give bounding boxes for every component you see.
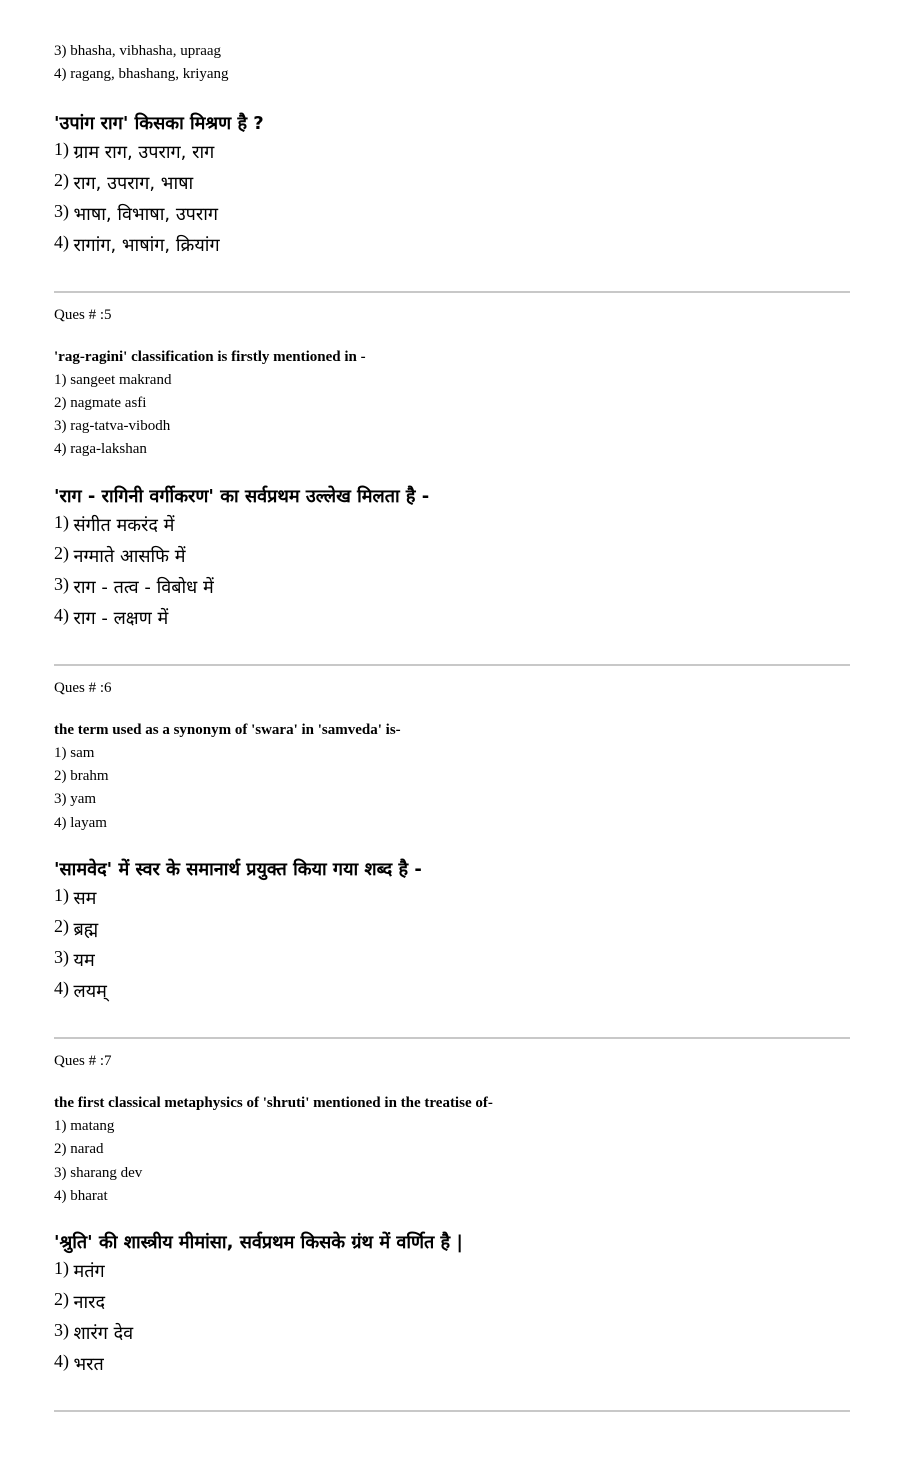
question-paper — [54, 40, 850, 1412]
option-text: लयम् — [73, 980, 107, 1002]
option-en: 4) raga-lakshan — [54, 441, 147, 458]
question-text-hindi: 'श्रुति' की शास्त्रीय मीमांसा, सर्वप्रथम किसके ग्रंथ में वर्णित है | — [54, 1232, 463, 1254]
option-text: ग्राम राग, उपराग, राग — [73, 141, 215, 163]
option-number: 3) — [54, 573, 69, 594]
option-text: शारंग देव — [73, 1323, 134, 1345]
question-block-5 — [54, 293, 850, 634]
question-text-hindi: 'राग - रागिनी वर्गीकरण' का सर्वप्रथम उल्लेख मिलता है - — [54, 485, 430, 507]
option-en: 1) matang — [54, 1117, 115, 1134]
option-hi — [54, 945, 850, 976]
question-number: Ques # :6 — [54, 679, 112, 696]
question-text-english: the term used as a synonym of 'swara' in 'samveda' is- — [54, 721, 401, 738]
option-hi — [54, 199, 850, 230]
option-en: 4) layam — [54, 814, 107, 831]
option-hi — [54, 1287, 850, 1318]
option-number: 1) — [54, 1258, 69, 1279]
option-number: 2) — [54, 915, 69, 936]
option-en: 4) ragang, bhashang, kriyang — [54, 66, 229, 83]
option-en: 3) yam — [54, 791, 97, 808]
question-text-hindi: 'उपांग राग' किसका मिश्रण है ? — [54, 112, 264, 134]
option-hi — [54, 914, 850, 945]
option-en: 2) nagmate asfi — [54, 394, 147, 411]
option-en: 2) brahm — [54, 768, 109, 785]
option-number: 4) — [54, 231, 69, 252]
option-number: 4) — [54, 604, 69, 625]
option-number: 2) — [54, 1289, 69, 1310]
option-hi — [54, 168, 850, 199]
question-text-english: 'rag-ragini' classification is firstly mentioned in - — [54, 348, 366, 365]
option-text: राग - लक्षण में — [73, 607, 169, 629]
question-text-english: the first classical metaphysics of 'shruti' mentioned in the treatise of- — [54, 1094, 493, 1111]
option-number: 4) — [54, 1351, 69, 1372]
option-text: नारद — [73, 1292, 106, 1314]
option-text: भरत — [73, 1354, 104, 1376]
option-number: 3) — [54, 200, 69, 221]
question-block-6 — [54, 666, 850, 1007]
question-text-hindi: 'सामवेद' में स्वर के समानार्थ प्रयुक्त किया गया शब्द है - — [54, 858, 422, 880]
option-en: 2) narad — [54, 1141, 104, 1158]
option-en: 1) sangeet makrand — [54, 371, 172, 388]
option-hi — [54, 976, 850, 1007]
option-text: सम — [73, 887, 97, 909]
question-number: Ques # :7 — [54, 1052, 112, 1069]
option-text: यम — [73, 949, 95, 971]
question-block-7 — [54, 1039, 850, 1380]
option-text: संगीत मकरंद में — [73, 514, 175, 536]
option-en: 4) bharat — [54, 1187, 108, 1204]
option-hi — [54, 230, 850, 261]
option-number: 2) — [54, 542, 69, 563]
option-number: 4) — [54, 977, 69, 998]
option-number: 1) — [54, 138, 69, 159]
option-text: राग, उपराग, भाषा — [73, 172, 194, 194]
option-number: 2) — [54, 169, 69, 190]
option-number: 3) — [54, 946, 69, 967]
option-hi — [54, 1349, 850, 1380]
option-hi — [54, 541, 850, 572]
option-en: 3) bhasha, vibhasha, upraag — [54, 43, 222, 59]
option-text: मतंग — [73, 1261, 105, 1283]
question-number: Ques # :5 — [54, 306, 112, 323]
option-hi — [54, 572, 850, 603]
option-hi — [54, 603, 850, 634]
option-number: 1) — [54, 884, 69, 905]
option-hi — [54, 1318, 850, 1349]
option-hi — [54, 510, 850, 541]
option-hi — [54, 137, 850, 168]
option-number: 3) — [54, 1320, 69, 1341]
option-en: 3) sharang dev — [54, 1164, 143, 1181]
divider — [54, 1410, 850, 1412]
option-en: 1) sam — [54, 744, 95, 761]
option-text: राग - तत्व - विबोध में — [73, 576, 214, 598]
option-en: 3) rag-tatva-vibodh — [54, 418, 171, 435]
option-number: 1) — [54, 511, 69, 532]
option-text: भाषा, विभाषा, उपराग — [73, 203, 219, 225]
carryover-block — [54, 40, 850, 261]
option-hi — [54, 883, 850, 914]
option-text: रागांग, भाषांग, क्रियांग — [73, 234, 220, 256]
option-text: नग्माते आसफि में — [73, 545, 186, 567]
option-text: ब्रह्म — [73, 918, 99, 940]
option-hi — [54, 1256, 850, 1287]
